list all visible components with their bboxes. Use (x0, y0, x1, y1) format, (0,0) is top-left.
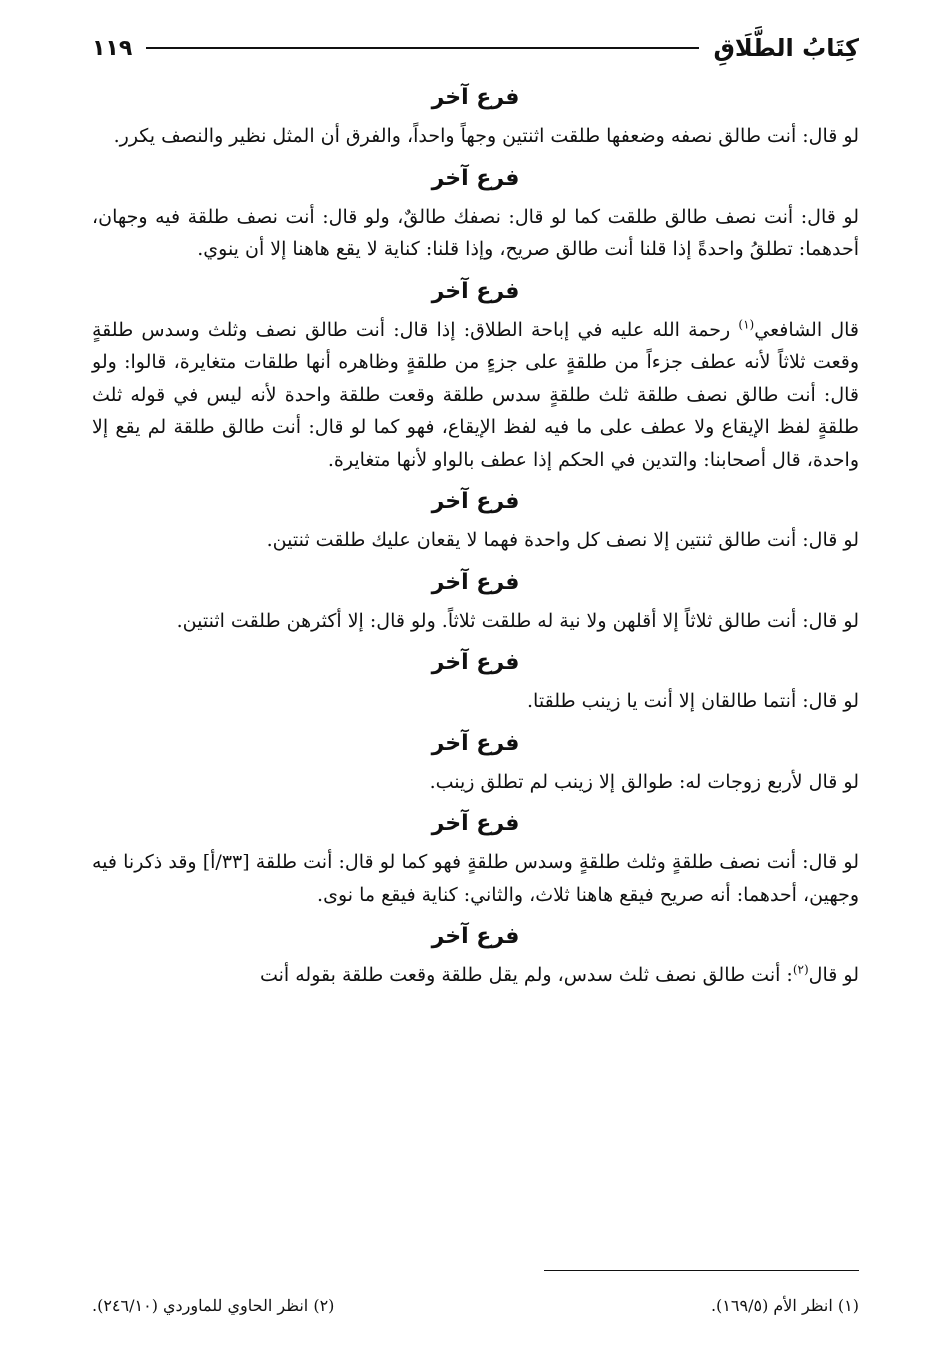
footnote-ref-1[interactable]: (١) (738, 317, 755, 332)
page-number: ١١٩ (92, 35, 133, 61)
footnote-marker: (١) (837, 1295, 859, 1315)
section-text: لو قال: أنتما طالقان إلا أنت يا زينب طلقتا. (527, 690, 859, 712)
section-heading: فرع آخر (431, 730, 520, 756)
footnote-separator (544, 1270, 859, 1271)
header-rule (146, 47, 699, 49)
running-title: كِتَابُ الطَّلَاقِ (713, 34, 859, 62)
footnote-2 (92, 1296, 334, 1315)
section-heading: فرع آخر (431, 924, 520, 949)
text-body: رحمة الله عليه في إباحة الطلاق: إذا قال: أنت طالق نصف وثلث وسدس طلقةٍ وقعت ثلاثاً لأنه عطف جزءاً من طلقةٍ على جزءٍ من طلقةٍ وظاهره أنها طلقات متغايرة، قالوا: ولو قال: أنت طالق نصف طلقة ثلث طلقةٍ سدس طلقة وقعت طلقة واحدة لأنه ليس في قوله ثلث طلقةٍ لفظ الإيقاع ولا عطف على ما فيه لفظ الإيقاع، فهو كما لو قال: أنت طالق طلقة لم يقع إلا واحدة، قال أصحابنا: والتدين في الحكم إذا عطف بالواو لأنها متغايرة. (92, 318, 859, 471)
page-header (92, 28, 859, 68)
section-text: لو قال: أنت نصف طالق طلقت كما لو قال: نصفك طالقٌ، ولو قال: أنت نصف طلقة فيه وجهان، أحدهما: تطلقُ واحدةً إذا قلنا أنت طالق صريح، وإذا قلنا: كناية لا يقع هاهنا إلا أن ينوي. (92, 205, 859, 260)
section-heading: فرع آخر (431, 569, 520, 595)
section-heading: فرع آخر (431, 278, 520, 304)
section-heading: فرع آخر (431, 85, 520, 110)
section-heading: فرع آخر (431, 165, 520, 191)
footnote-1 (711, 1296, 859, 1315)
footnotes (92, 1285, 859, 1325)
page-body (92, 80, 859, 1000)
footnote-marker: (٢) (313, 1295, 335, 1315)
footnote-ref-2[interactable]: (٢) (792, 962, 809, 977)
section-heading: فرع آخر (431, 489, 520, 514)
footnote-text: انظر الحاوي للماوردي (٢٤٦/١٠). (92, 1295, 309, 1315)
section-text: لو قال: أنت طالق ثلاثاً إلا أقلهن ولا نية له طلقت ثلاثاً. ولو قال: إلا أكثرهن طلقت اثنتين. (176, 609, 859, 632)
footnote-text: انظر الأم (١٦٩/٥). (710, 1295, 833, 1315)
section-text: لو قال لأربع زوجات له: طوالق إلا زينب لم تطلق زينب. (429, 770, 859, 793)
section-text: لو قال: أنت طالق نصفه وضعفها طلقت اثنتين وجهاً واحداً، والفرق أن المثل نظير والنصف يكرر. (113, 125, 859, 147)
text-lead: قال الشافعي (754, 318, 859, 341)
section-heading: فرع آخر (431, 650, 520, 675)
section-text (92, 959, 859, 992)
section-text: لو قال: أنت نصف طلقةٍ وثلث طلقةٍ وسدس طلقةٍ فهو كما لو قال: أنت طلقة [٣٣/أ] وقد ذكرنا فيه وجهين، أحدهما: أنه صريح فيقع هاهنا ثلاث، والثاني: كناية فيقع ما نوى. (92, 851, 859, 906)
section-text (92, 314, 859, 477)
text-body: : أنت طالق نصف ثلث سدس، ولم يقل طلقة وقعت طلقة بقوله أنت (259, 964, 793, 986)
text-lead: لو قال (808, 964, 859, 986)
section-heading: فرع آخر (431, 811, 520, 836)
section-text: لو قال: أنت طالق ثنتين إلا نصف كل واحدة فهما لا يقعان عليك طلقت ثنتين. (266, 529, 859, 551)
